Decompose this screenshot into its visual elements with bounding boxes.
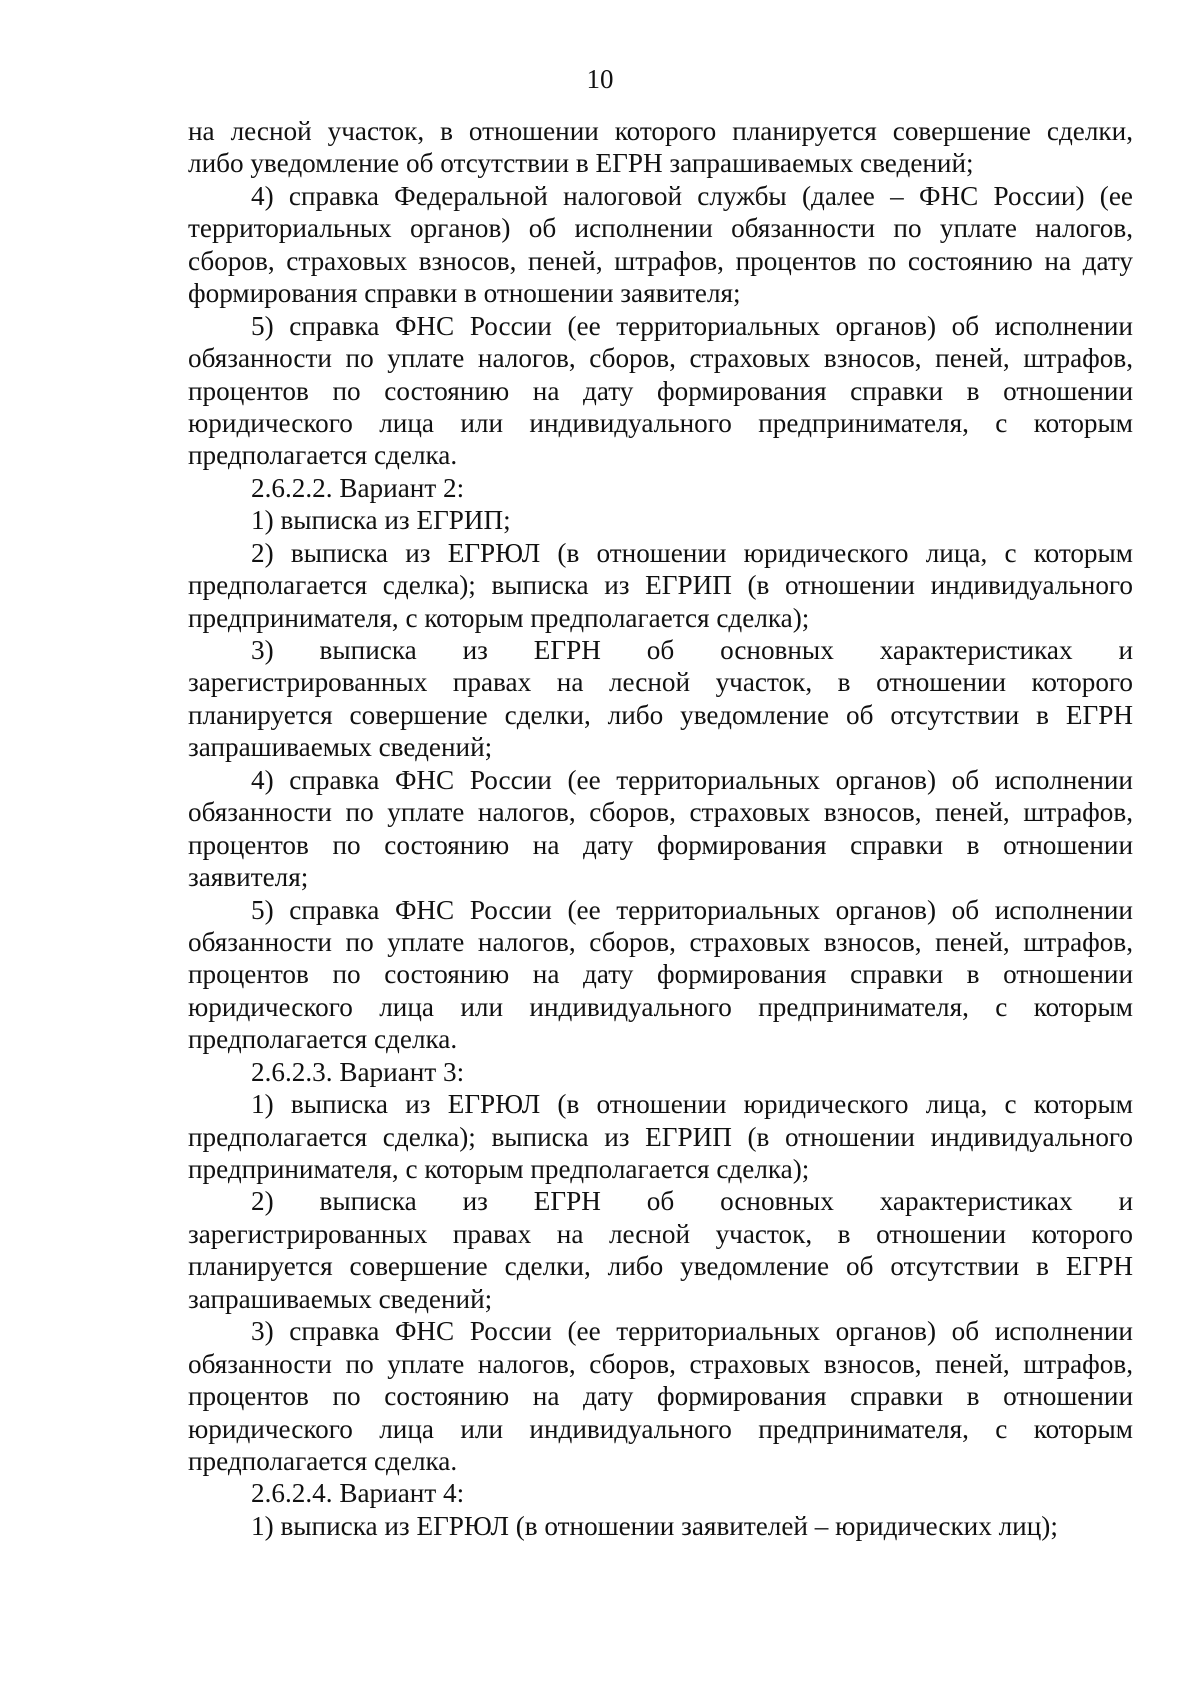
section-heading: 2.6.2.3. Вариант 3: bbox=[251, 1056, 465, 1087]
text-line: планируется совершение сделки, либо уведомление об отсутствии в ЕГРН bbox=[188, 699, 1133, 730]
list-item-line: 1) выписка из ЕГРЮЛ (в отношении заявителей – юридических лиц); bbox=[251, 1510, 1058, 1541]
text-line: планируется совершение сделки, либо уведомление об отсутствии в ЕГРН bbox=[188, 1251, 1133, 1282]
list-item-line: 4) справка Федеральной налоговой службы (далее – ФНС России) (ее bbox=[251, 180, 1133, 211]
text-line: предпринимателя, с которым предполагается сделка); bbox=[188, 1154, 810, 1184]
text-line: процентов по состоянию на дату формирования справки в отношении bbox=[188, 829, 1133, 860]
text-line: предпринимателя, с которым предполагается сделка); bbox=[188, 602, 810, 633]
text-line: зарегистрированных правах на лесной участок, в отношении которого bbox=[188, 667, 1133, 698]
text-line: обязанности по уплате налогов, сборов, страховых взносов, пеней, штрафов, bbox=[188, 926, 1133, 957]
text-line: предполагается сделка. bbox=[188, 1445, 458, 1476]
text-line: процентов по состоянию на дату формирования справки в отношении bbox=[188, 375, 1133, 406]
text-line: обязанности по уплате налогов, сборов, страховых взносов, пеней, штрафов, bbox=[188, 1348, 1133, 1379]
section-heading: 2.6.2.2. Вариант 2: bbox=[251, 472, 465, 503]
list-item-line: 3) справка ФНС России (ее территориальных органов) об исполнении bbox=[251, 1316, 1133, 1347]
text-line: процентов по состоянию на дату формирования справки в отношении bbox=[188, 1381, 1133, 1412]
text-line: предполагается сделка); выписка из ЕГРИП (в отношении индивидуального bbox=[188, 1121, 1133, 1152]
text-line: либо уведомление об отсутствии в ЕГРН запрашиваемых сведений; bbox=[188, 148, 974, 179]
list-item-line: 5) справка ФНС России (ее территориальных органов) об исполнении bbox=[251, 310, 1133, 341]
section-heading: 2.6.2.4. Вариант 4: bbox=[251, 1478, 465, 1509]
list-item-line: 3) выписка из ЕГРН об основных характеристиках и bbox=[251, 635, 1133, 665]
text-line: заявителя; bbox=[188, 862, 309, 893]
text-line: территориальных органов) об исполнении обязанности по уплате налогов, bbox=[188, 213, 1133, 244]
page-number: 10 bbox=[586, 64, 614, 94]
text-line: предполагается сделка. bbox=[188, 1024, 458, 1055]
text-line: юридического лица или индивидуального предпринимателя, с которым bbox=[188, 407, 1133, 438]
text-line: предполагается сделка); выписка из ЕГРИП (в отношении индивидуального bbox=[188, 570, 1133, 601]
text-line: зарегистрированных правах на лесной участок, в отношении которого bbox=[188, 1218, 1133, 1249]
text-line: на лесной участок, в отношении которого планируется совершение сделки, bbox=[188, 116, 1133, 146]
text-line: запрашиваемых сведений; bbox=[188, 732, 493, 763]
text-line: запрашиваемых сведений; bbox=[188, 1283, 493, 1314]
list-item-line: 4) справка ФНС России (ее территориальных органов) об исполнении bbox=[251, 764, 1133, 795]
list-item-line: 2) выписка из ЕГРЮЛ (в отношении юридического лица, с которым bbox=[251, 537, 1133, 568]
text-line: обязанности по уплате налогов, сборов, страховых взносов, пеней, штрафов, bbox=[188, 343, 1133, 374]
list-item-line: 5) справка ФНС России (ее территориальных органов) об исполнении bbox=[251, 894, 1133, 925]
text-line: юридического лица или индивидуального предпринимателя, с которым bbox=[188, 1413, 1133, 1444]
text-line: обязанности по уплате налогов, сборов, страховых взносов, пеней, штрафов, bbox=[188, 797, 1133, 828]
text-line: формирования справки в отношении заявителя; bbox=[188, 278, 741, 309]
document-body bbox=[188, 115, 1133, 1542]
text-line: сборов, страховых взносов, пеней, штрафов, процентов по состоянию на дату bbox=[188, 245, 1133, 276]
text-line: процентов по состоянию на дату формирования справки в отношении bbox=[188, 959, 1133, 990]
list-item-line: 2) выписка из ЕГРН об основных характеристиках и bbox=[251, 1186, 1133, 1217]
list-item-line: 1) выписка из ЕГРИП; bbox=[251, 505, 511, 536]
text-line: предполагается сделка. bbox=[188, 440, 458, 471]
text-line: юридического лица или индивидуального предпринимателя, с которым bbox=[188, 991, 1133, 1022]
list-item-line: 1) выписка из ЕГРЮЛ (в отношении юридического лица, с которым bbox=[251, 1089, 1133, 1120]
